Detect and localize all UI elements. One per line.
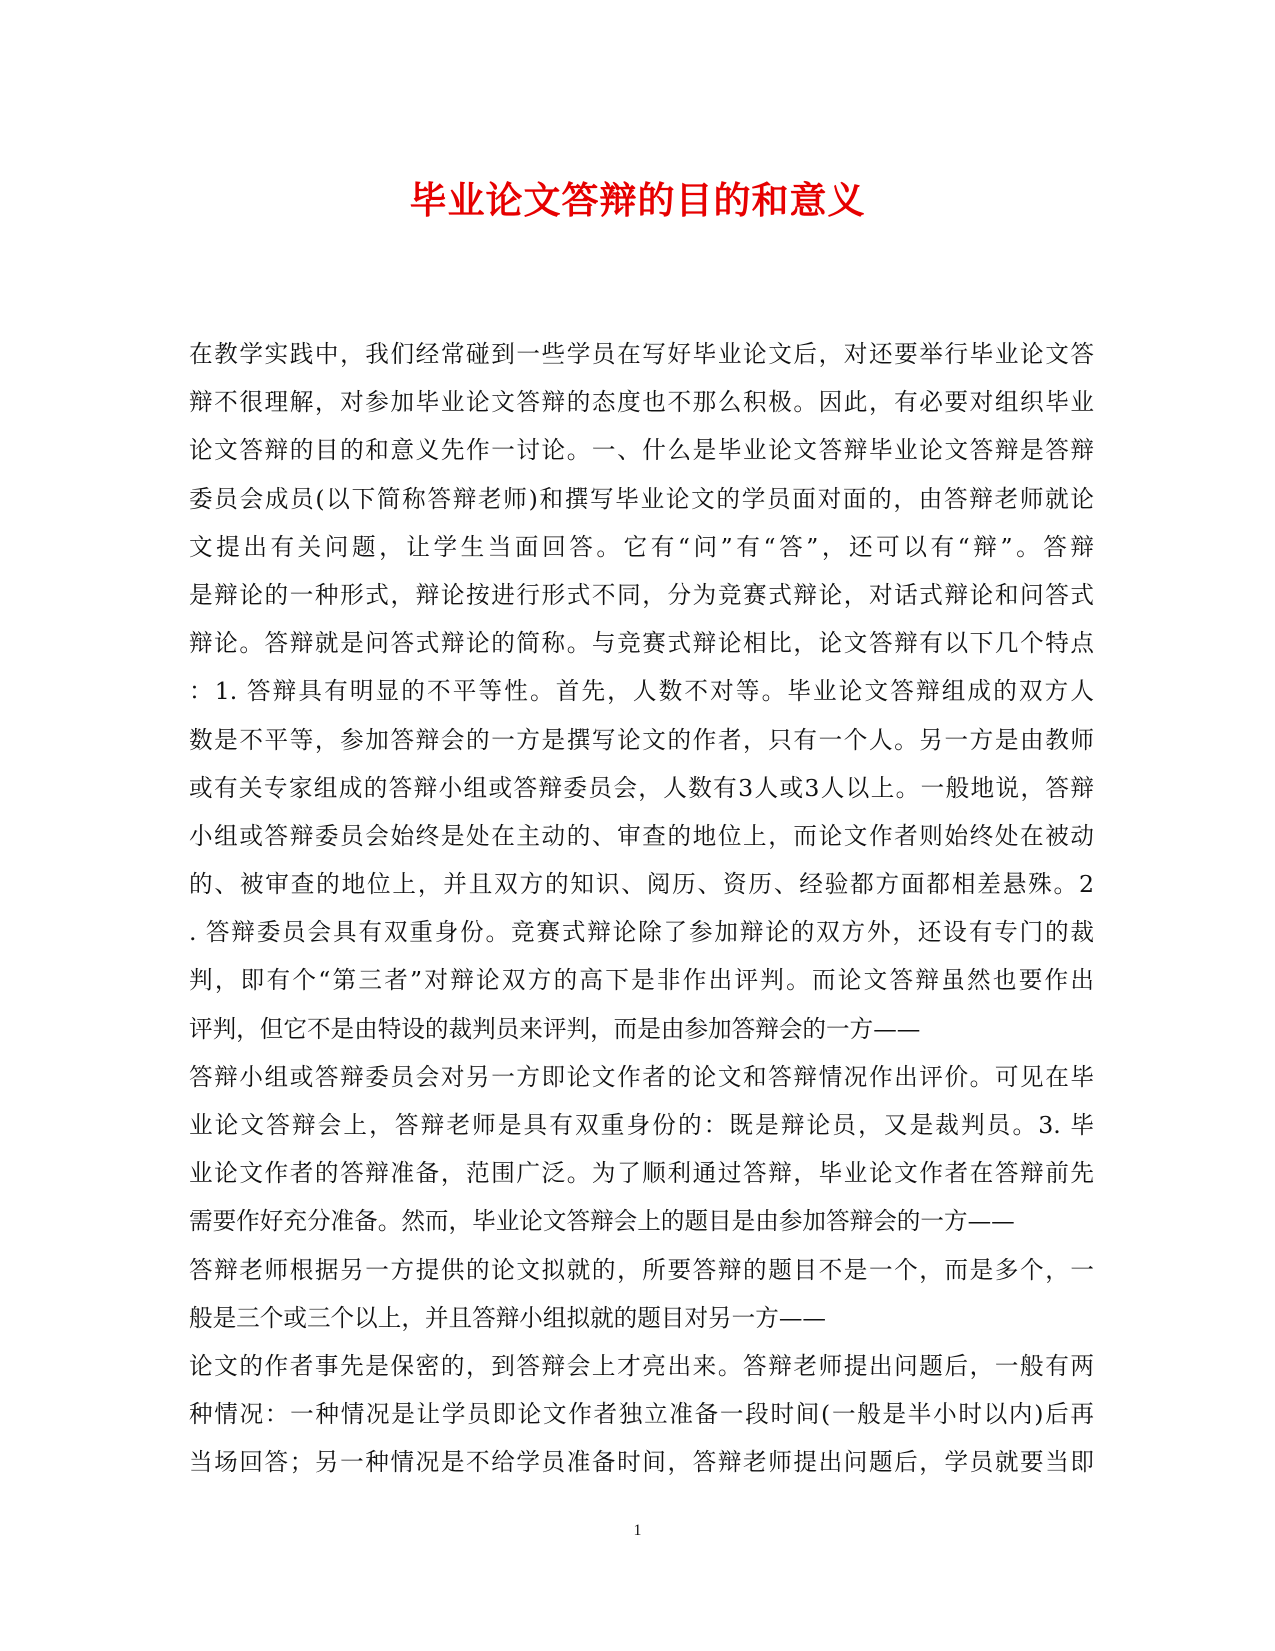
text-line: 评判，但它不是由特设的裁判员来评判，而是由参加答辩会的一方—— <box>189 1014 921 1043</box>
text-line: 业论文答辩会上，答辩老师是具有双重身份的：既是辩论员，又是裁判员。3. 毕 <box>189 1111 1094 1139</box>
text-line: 论文的作者事先是保密的，到答辩会上才亮出来。答辩老师提出问题后，一般有两 <box>189 1351 1094 1380</box>
text-line: 辩论。答辩就是问答式辩论的简称。与竞赛式辩论相比，论文答辩有以下几个特点 <box>189 629 1094 658</box>
text-line: 种情况：一种情况是让学员即论文作者独立准备一段时间(一般是半小时以内)后再 <box>189 1400 1094 1429</box>
body-text <box>189 330 1094 1487</box>
text-line: 是辩论的一种形式，辩论按进行形式不同，分为竞赛式辩论，对话式辩论和问答式 <box>189 580 1094 609</box>
text-line: 或有关专家组成的答辩小组或答辩委员会，人数有3人或3人以上。一般地说，答辩 <box>189 773 1094 802</box>
text-line: 般是三个或三个以上，并且答辩小组拟就的题目对另一方—— <box>189 1303 827 1332</box>
text-line: 判，即有个“第三者”对辩论双方的高下是非作出评判。而论文答辩虽然也要作出 <box>189 966 1094 995</box>
text-line: 业论文作者的答辩准备，范围广泛。为了顺利通过答辩，毕业论文作者在答辩前先 <box>189 1159 1094 1188</box>
document-title: 毕业论文答辩的目的和意义 <box>409 178 866 222</box>
text-line: 在教学实践中，我们经常碰到一些学员在写好毕业论文后，对还要举行毕业论文答 <box>189 340 1094 368</box>
text-line: 小组或答辩委员会始终是处在主动的、审查的地位上，而论文作者则始终处在被动 <box>189 821 1094 850</box>
text-line: ：1. 答辩具有明显的不平等性。首先，人数不对等。毕业论文答辩组成的双方人 <box>189 677 1094 706</box>
text-line: 需要作好充分准备。然而，毕业论文答辩会上的题目是由参加答辩会的一方—— <box>189 1207 1015 1236</box>
text-line: 文提出有关问题，让学生当面回答。它有“问”有“答”，还可以有“辩”。答辩 <box>189 532 1094 561</box>
text-line: 委员会成员(以下简称答辩老师)和撰写毕业论文的学员面对面的，由答辩老师就论 <box>189 484 1094 513</box>
text-line: 论文答辩的目的和意义先作一讨论。一、什么是毕业论文答辩毕业论文答辩是答辩 <box>189 436 1094 465</box>
text-line: 当场回答；另一种情况是不给学员准备时间，答辩老师提出问题后，学员就要当即 <box>189 1448 1094 1477</box>
text-line: 辩不很理解，对参加毕业论文答辩的态度也不那么积极。因此，有必要对组织毕业 <box>189 388 1094 417</box>
text-line: 数是不平等，参加答辩会的一方是撰写论文的作者，只有一个人。另一方是由教师 <box>189 725 1094 754</box>
text-line: 的、被审查的地位上，并且双方的知识、阅历、资历、经验都方面都相差悬殊。2 <box>189 870 1094 899</box>
text-line: 答辩老师根据另一方提供的论文拟就的，所要答辩的题目不是一个，而是多个，一 <box>189 1255 1094 1284</box>
text-line: 答辩小组或答辩委员会对另一方即论文作者的论文和答辩情况作出评价。可见在毕 <box>189 1062 1094 1091</box>
text-line: . 答辩委员会具有双重身份。竞赛式辩论除了参加辩论的双方外，还设有专门的裁 <box>189 918 1094 947</box>
page-number: 1 <box>633 1522 642 1539</box>
